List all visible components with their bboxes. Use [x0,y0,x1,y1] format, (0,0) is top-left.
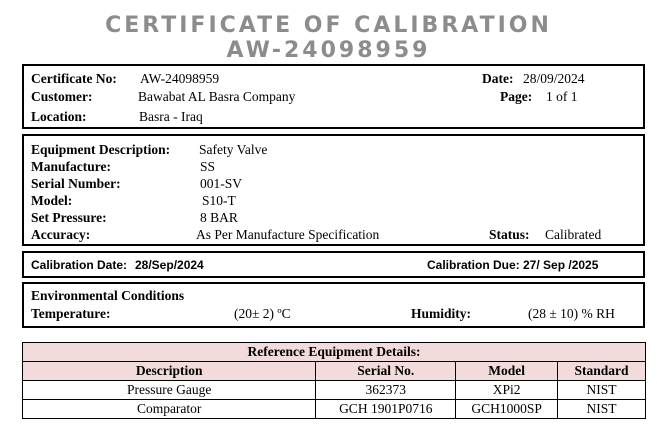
accuracy-value: As Per Manufacture Specification [196,227,380,242]
calibration-due-label: Calibration Due: [427,258,520,272]
accuracy-label: Accuracy: [31,227,91,242]
reference-equipment-table [22,342,646,419]
table-row [23,400,646,419]
reference-heading: Reference Equipment Details: [23,343,646,362]
calibration-date-value: 28/Sep/2024 [135,258,204,272]
manufacture-value: SS [200,159,216,174]
status-value: Calibrated [545,227,602,242]
certificate-number-title: AW-24098959 [226,38,431,63]
model-value: S10-T [202,193,236,208]
calibration-date-label: Calibration Date: [31,258,128,272]
column-header: Model [456,362,558,381]
table-cell: NIST [558,400,646,419]
table-header-row [23,362,646,381]
humidity-label: Humidity: [411,306,472,321]
humidity-value: (28 ± 10) % RH [528,306,615,321]
customer-value: Bawabat AL Basra Company [138,89,296,104]
table-cell: Comparator [23,400,316,419]
page-label: Page: [500,89,533,104]
temperature-value: (20± 2) ºC [234,306,291,321]
set-pressure-value: 8 BAR [200,210,238,225]
table-row [23,381,646,400]
location-label: Location: [31,109,87,124]
table-cell: Pressure Gauge [23,381,316,400]
status-label: Status: [489,227,530,242]
table-cell: GCH1000SP [456,400,558,419]
model-label: Model: [31,193,73,208]
cert-no-label: Certificate No: [31,71,117,86]
table-cell: 362373 [316,381,456,400]
equipment-desc-value: Safety Valve [199,142,268,157]
table-cell: NIST [558,381,646,400]
page-value: 1 of 1 [546,89,578,104]
column-header: Standard [558,362,646,381]
column-header: Serial No. [316,362,456,381]
calibration-due-value: 27/ Sep /2025 [523,258,599,272]
column-header: Description [23,362,316,381]
location-value: Basra - Iraq [139,109,203,124]
certificate-title: CERTIFICATE OF CALIBRATION [105,13,552,38]
cert-no-value: AW-24098959 [140,71,220,86]
environment-heading: Environmental Conditions [31,288,185,303]
temperature-label: Temperature: [31,306,111,321]
customer-label: Customer: [31,89,93,104]
set-pressure-label: Set Pressure: [31,210,107,225]
serial-value: 001-SV [200,176,243,191]
table-cell: GCH 1901P0716 [316,400,456,419]
date-label: Date: [482,71,514,86]
serial-label: Serial Number: [31,176,121,191]
table-cell: XPi2 [456,381,558,400]
equipment-desc-label: Equipment Description: [31,142,171,157]
manufacture-label: Manufacture: [31,159,111,174]
date-value: 28/09/2024 [523,71,585,86]
